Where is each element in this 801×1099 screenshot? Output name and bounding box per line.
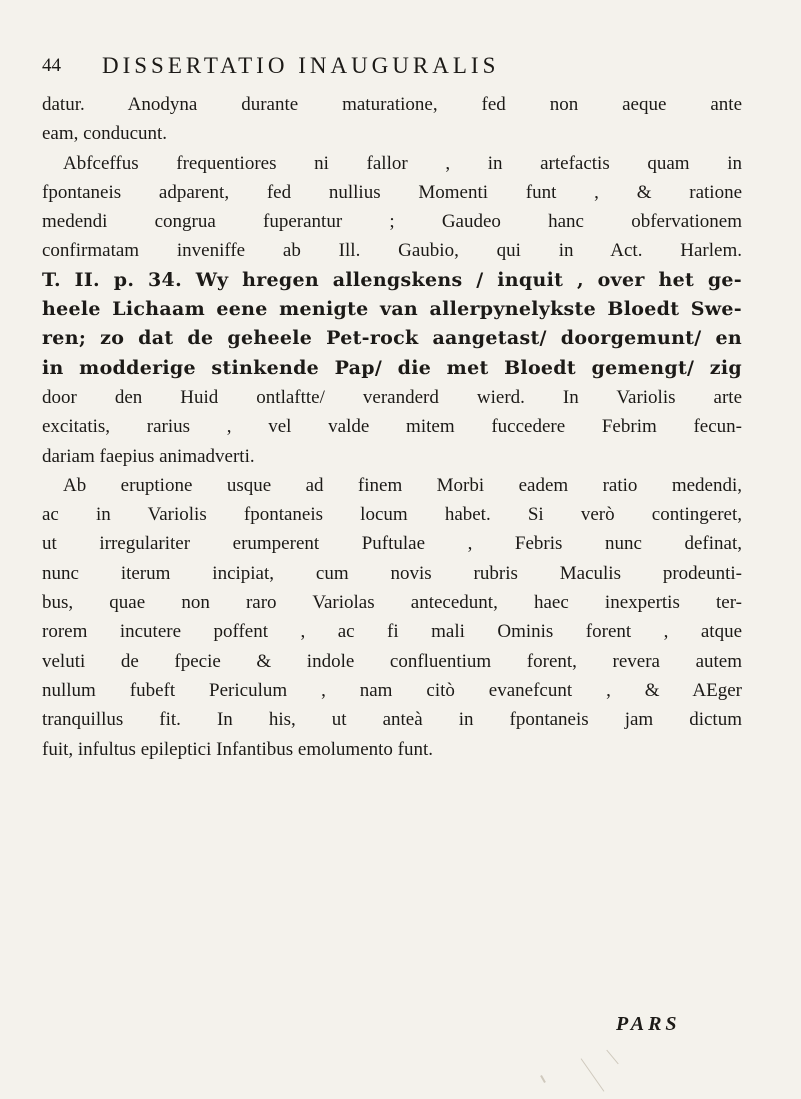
page-header (42, 53, 762, 83)
text-line: door den Huid ontlaftte/ veranderd wierd. In Variolis arte (42, 386, 742, 408)
body-text (42, 90, 742, 764)
text-line: rorem incutere poffent , ac fi mali Ominis forent , atque (42, 621, 742, 643)
text-line: excitatis, rarius , vel valde mitem fuccedere Febrim fecun- (42, 416, 742, 438)
paper-speck (540, 1075, 546, 1083)
text-line: fuit, infultus epileptici Infantibus emolumento funt. (42, 738, 434, 760)
text-line: medendi congrua fuperantur ; Gaudeo hanc obfervationem (42, 211, 742, 233)
text-line: confirmatam inveniffe ab Ill. Gaubio, qui in Act. Harlem. (42, 240, 742, 262)
text-line-dutch: ren; zo dat de geheele Pet-rock aangetast/ doorgemunt/ en (42, 327, 742, 350)
text-line: Ab eruptione usque ad finem Morbi eadem ratio medendi, (63, 474, 742, 496)
text-line: datur. Anodyna durante maturatione, fed non aeque ante (42, 94, 742, 115)
text-line: Abfceffus frequentiores ni fallor , in artefactis quam in (63, 152, 742, 174)
running-title: DISSERTATIO INAUGURALIS (102, 53, 500, 78)
text-line-dutch: in modderige stinkende Pap/ die met Bloedt gemengt/ zig (42, 356, 742, 379)
text-line: nullum fubeft Periculum , nam citò evanefcunt , & AEger (42, 679, 742, 701)
text-line-dutch: heele Lichaam eene menigte van allerpynelykste Bloedt Swe- (42, 298, 742, 321)
page-number: 44 (42, 55, 61, 76)
text-line: bus, quae non raro Variolas antecedunt, haec inexpertis ter- (42, 592, 742, 614)
paper-fold-mark (606, 1050, 618, 1064)
text-line: veluti de fpecie & indole confluentium forent, revera autem (42, 650, 742, 672)
catchword: PARS (616, 1013, 681, 1035)
text-line: ac in Variolis fpontaneis locum habet. Si verò contingeret, (42, 504, 742, 526)
text-line: dariam faepius animadverti. (42, 445, 255, 467)
text-line: fpontaneis adparent, fed nullius Momenti funt , & ratione (42, 181, 742, 203)
text-line-dutch: T. II. p. 34. Wy hregen allengskens / inquit , over het ge- (42, 268, 742, 291)
text-line: nunc iterum incipiat, cum novis rubris Maculis prodeunti- (42, 562, 742, 584)
text-line: ut irregulariter erumperent Puftulae , Febris nunc definat, (42, 533, 742, 555)
text-line: tranquillus fit. In his, ut anteà in fpontaneis jam dictum (42, 709, 742, 731)
paper-fold-mark (581, 1058, 605, 1091)
text-line: eam, conducunt. (42, 123, 168, 145)
